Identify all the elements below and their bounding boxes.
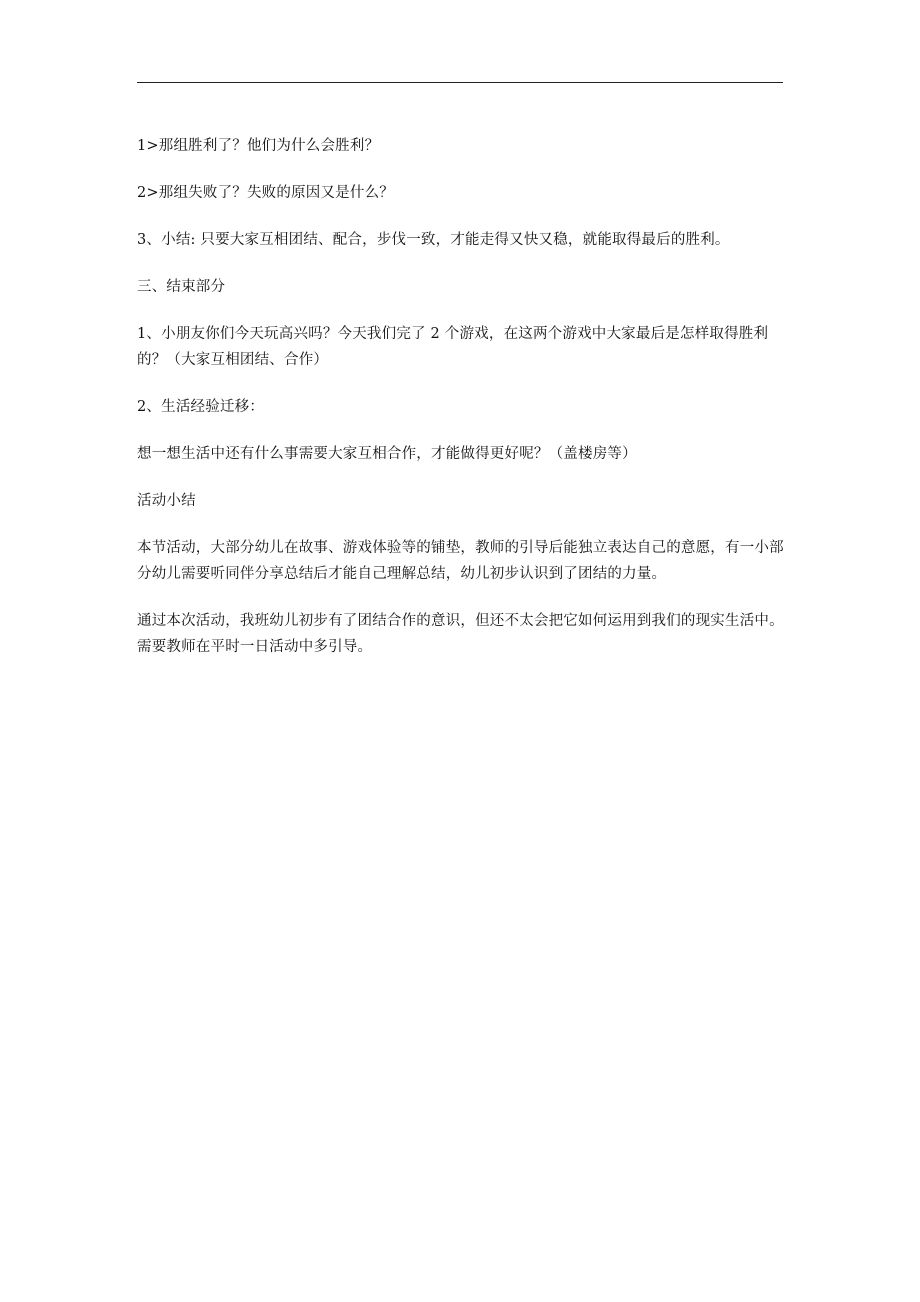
paragraph-life-transfer: 2、生活经验迁移： xyxy=(137,399,265,415)
paragraph-ending-question: 1、小朋友你们今天玩高兴吗？今天我们完了 2 个游戏，在这两个游戏中大家最后是怎样取得胜利的？（大家互相团结、合作） xyxy=(137,326,769,368)
paragraph-victory-question: 1>那组胜利了？他们为什么会胜利？ xyxy=(137,138,380,154)
header-rule xyxy=(137,82,783,83)
section-heading-ending: 三、结束部分 xyxy=(137,279,226,295)
paragraph-conclusion: 通过本次活动，我班幼儿初步有了团结合作的意识，但还不太会把它如何运用到我们的现实生活中。需要教师在平时一日活动中多引导。 xyxy=(137,613,784,655)
paragraph-activity-review: 本节活动，大部分幼儿在故事、游戏体验等的铺垫，教师的引导后能独立表达自己的意愿，有一小部分幼儿需要听同伴分享总结后才能自己理解总结，幼儿初步认识到了团结的力量。 xyxy=(137,540,784,582)
document-body xyxy=(137,133,787,681)
paragraph-think: 想一想生活中还有什么事需要大家互相合作，才能做得更好呢？（盖楼房等） xyxy=(137,446,637,462)
section-heading-activity-summary: 活动小结 xyxy=(137,493,196,509)
paragraph-failure-question: 2>那组失败了？失败的原因又是什么？ xyxy=(137,185,394,201)
paragraph-summary: 3、小结: 只要大家互相团结、配合，步伐一致，才能走得又快又稳，就能取得最后的胜利。 xyxy=(137,232,730,248)
